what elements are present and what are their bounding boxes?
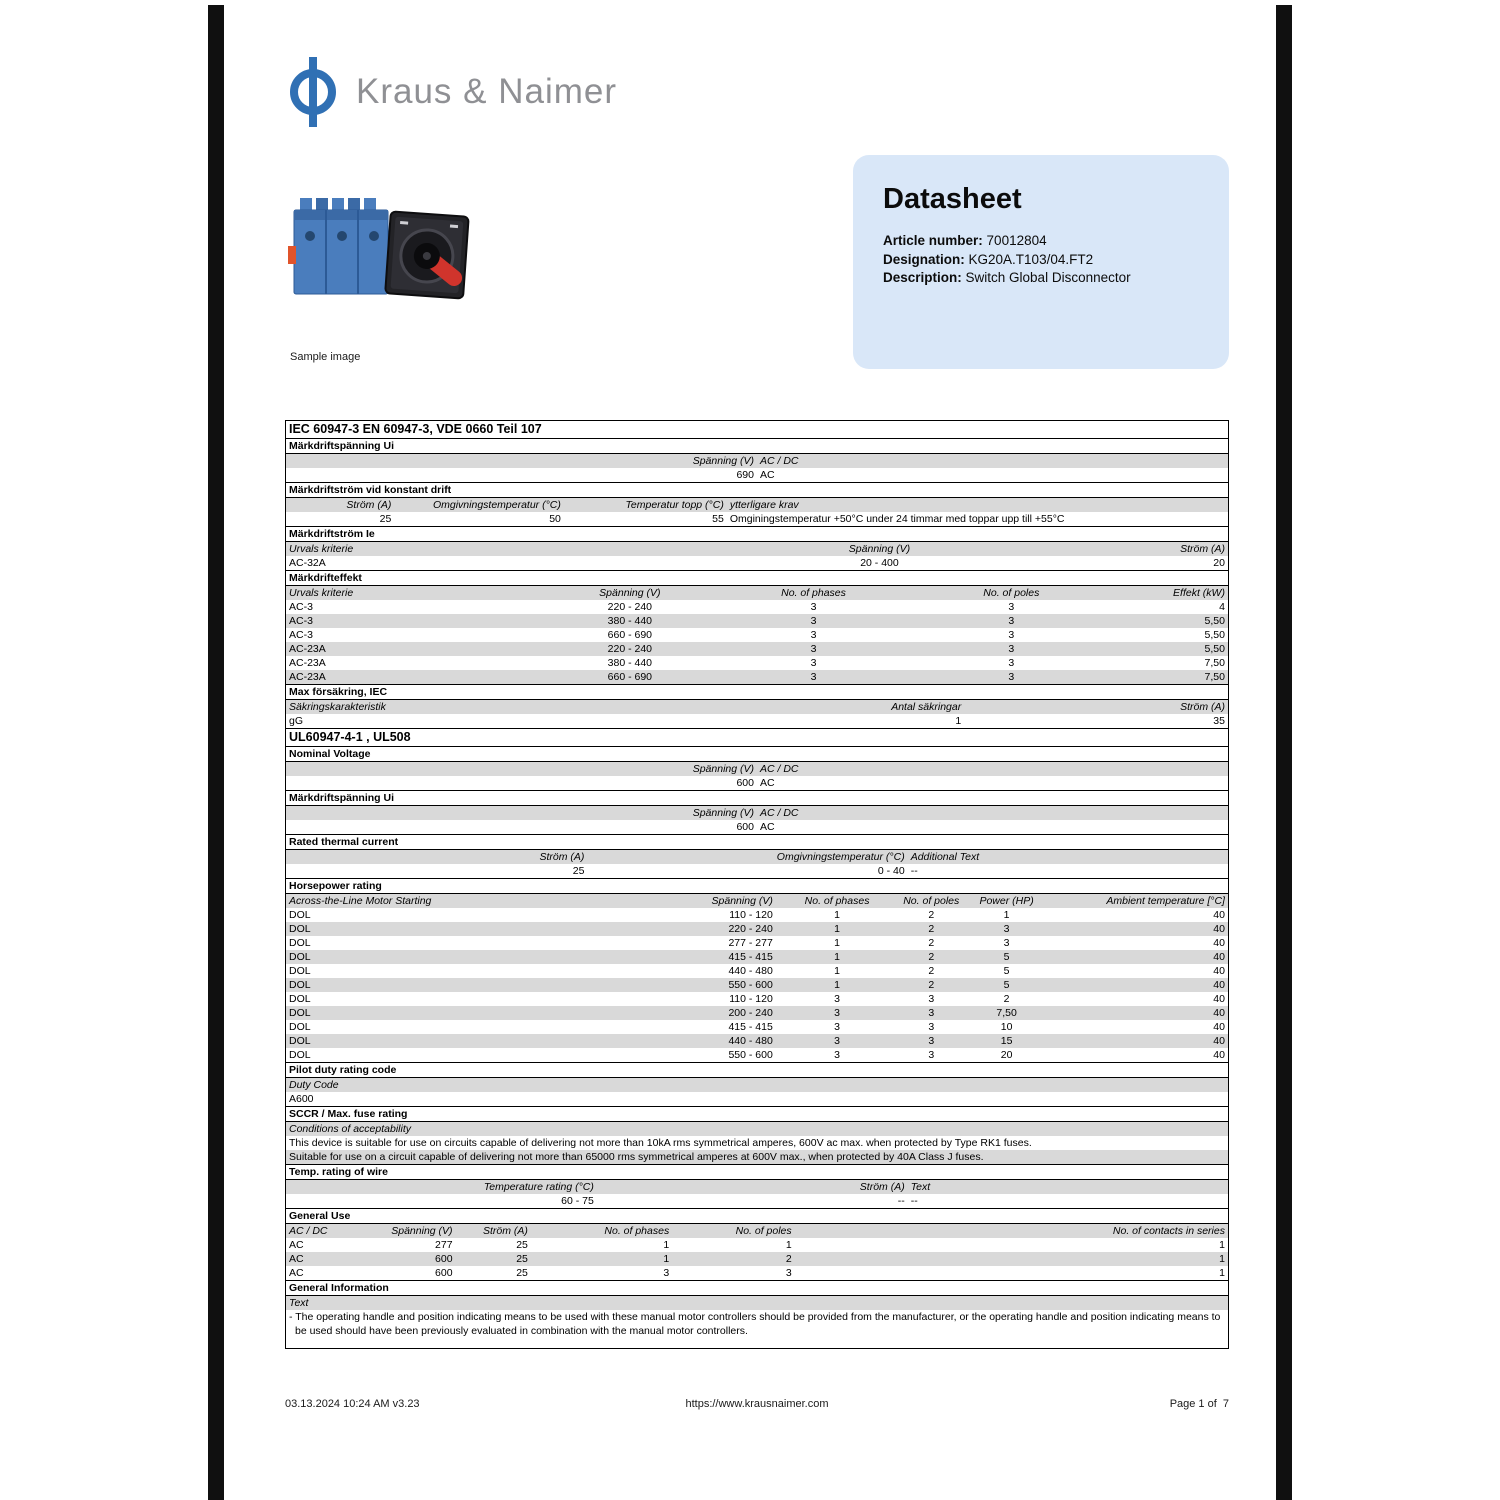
table-cell: AC-3 [289,629,313,641]
table-cell: 277 - 277 [728,937,773,949]
footer-datetime: 03.13.2024 10:24 AM v3.23 [285,1398,420,1410]
column-header-cell: AC / DC [760,455,799,467]
table-cell: 220 - 240 [607,643,653,655]
table-main-title-text: IEC 60947-3 EN 60947-3, VDE 0660 Teil 107 [289,422,542,436]
page-edge-bar-right [1276,5,1292,1500]
table-column-header-row [286,1296,1228,1310]
article-number-label: Article number: [883,233,983,248]
table-cell: 600 [435,1253,453,1265]
column-header-cell: Ström (A) [539,851,585,863]
table-section-title-text: General Information [289,1282,389,1294]
table-cell: 220 - 240 [728,923,773,935]
table-cell: 25 [516,1239,528,1251]
table-cell: 3 [810,657,817,669]
table-section-title [286,1208,1228,1224]
table-column-header-row [286,1180,1228,1194]
brand-name: Kraus & Naimer [356,72,618,111]
table-cell: 600 [736,777,754,789]
table-cell: 440 - 480 [728,1035,773,1047]
switch-body [288,198,388,294]
table-cell: 40 [1213,979,1225,991]
table-section-title [286,790,1228,806]
table-section-title [286,747,1228,762]
table-cell: AC-3 [289,615,313,627]
column-header-cell: Spänning (V) [711,895,773,907]
table-cell: 1 [834,937,840,949]
table-section-title-text: Märkdriftspänning Ui [289,792,395,804]
table-cell: 2 [928,937,935,949]
table-cell: AC [760,777,775,789]
table-section-title-text: Märkdriftström Ie [289,528,375,540]
table-data-row [286,820,1228,834]
column-header-cell: ytterligare krav [729,499,799,511]
table-section-title [286,482,1228,498]
column-header-cell: Text [910,1181,931,1193]
column-header-cell: AC / DC [289,1225,328,1237]
table-section-title-text: General Use [289,1210,351,1222]
column-header-cell: Spänning (V) [848,543,911,555]
table-cell: 25 [572,865,585,877]
table-cell: 550 - 600 [728,1049,773,1061]
table-section-title-text: Märkdriftspänning Ui [289,440,395,452]
table-column-header-row [286,542,1228,556]
table-cell: DOL [289,909,311,921]
table-cell: 3 [928,1035,935,1047]
column-header-cell: No. of contacts in series [1112,1225,1225,1237]
table-cell: gG [289,715,304,727]
table-data-row [286,1310,1228,1348]
table-cell: 40 [1213,1049,1225,1061]
table-cell: 40 [1213,909,1225,921]
table-cell: 3 [1008,657,1015,669]
table-cell: 1 [1219,1267,1225,1279]
table-data-row [286,1092,1228,1106]
table-data-row [286,950,1228,964]
table-section-title [286,1062,1228,1078]
column-header-cell: Temperature rating (°C) [483,1181,594,1193]
table-data-row [286,992,1228,1006]
table-cell: DOL [289,993,311,1005]
table-cell: 3 [810,671,817,683]
brand-logo [288,55,617,129]
table-cell: 3 [663,1267,670,1279]
table-cell: 40 [1213,1021,1225,1033]
table-cell: 10 [1000,1021,1013,1033]
table-cell: 1 [834,979,840,991]
table-section-title-text: Temp. rating of wire [289,1166,388,1178]
table-data-row [286,1020,1228,1034]
table-data-row [286,776,1228,790]
column-header-cell: Power (HP) [979,895,1034,907]
table-cell: 20 [1000,1049,1013,1061]
table-cell: Suitable for use on a circuit capable of delivering not more than 65000 rms symmetrical amperes at 600V max., when protected by 40A Class J fuses. [289,1151,984,1163]
table-cell: 3 [810,615,817,627]
table-cell: 40 [1213,993,1225,1005]
page-footer [285,1398,1229,1410]
table-data-row [286,600,1228,614]
table-cell: DOL [289,1049,311,1061]
designation-label: Designation: [883,251,965,267]
table-cell: 60 - 75 [561,1195,594,1207]
column-header-cell: Ström (A) [859,1181,905,1193]
table-cell: 2 [928,979,935,991]
designation-value: KG20A.T103/04.FT2 [968,251,1094,267]
table-cell: 3 [1008,629,1015,641]
table-column-header-row [286,806,1228,820]
table-data-row [286,1150,1228,1164]
column-header-cell: Omgivningstemperatur (°C) [776,851,905,863]
column-header-cell: Temperatur topp (°C) [625,499,724,511]
table-cell: 40 [1213,951,1225,963]
table-cell: 2 [928,923,935,935]
table-data-row [286,922,1228,936]
table-cell: AC-32A [289,557,326,569]
table-data-row [286,964,1228,978]
table-data-row [286,936,1228,950]
table-cell: 5,50 [1204,615,1225,627]
table-section-title [286,1106,1228,1122]
table-cell: 690 [736,469,754,481]
table-cell: 2 [928,965,935,977]
table-cell: 40 [1213,965,1225,977]
column-header-cell: No. of poles [735,1225,792,1237]
table-section-title-text: Märkdrifteffekt [289,572,362,584]
table-cell: 600 [736,821,754,833]
table-main-title [286,421,1228,439]
table-cell: 110 - 120 [729,993,773,1005]
table-cell: 1 [955,715,962,727]
column-header-cell: Ström (A) [1180,543,1225,555]
table-section-title-text: Nominal Voltage [289,748,371,760]
column-header-cell: Ström (A) [346,499,392,511]
column-header-cell: Ambient temperature [°C] [1106,895,1225,907]
table-section-title [286,834,1228,850]
table-cell: 200 - 240 [728,1007,773,1019]
description-field [883,269,1199,288]
table-cell: 35 [1213,715,1225,727]
table-cell: DOL [289,937,311,949]
footer-page-number: Page 1 of 7 [1169,1398,1230,1410]
table-cell: 1 [1219,1253,1225,1265]
column-header-cell: Säkringskarakteristik [289,701,386,713]
table-cell: AC [289,1253,304,1265]
table-cell: 3 [834,1021,840,1033]
table-cell: 1 [834,965,840,977]
column-header-cell: Ström (A) [1180,701,1225,713]
column-header-cell: Across-the-Line Motor Starting [289,895,432,907]
table-section-title-text: SCCR / Max. fuse rating [289,1108,408,1120]
table-cell: 40 [1213,923,1225,935]
spec-table [285,420,1229,1349]
table-section-title [286,1280,1228,1296]
table-cell: 2 [785,1253,792,1265]
table-cell: 15 [1000,1035,1013,1047]
switch-product-graphic [286,190,476,316]
table-cell: 40 [1213,1035,1225,1047]
table-data-row [286,1136,1228,1150]
column-header-cell: Spänning (V) [692,763,754,775]
table-cell: AC-23A [289,671,326,683]
table-cell: 5 [1003,965,1010,977]
table-data-row [286,1194,1228,1208]
table-section-title [286,439,1228,454]
table-column-header-row [286,1078,1228,1092]
table-cell: 3 [1008,671,1015,683]
table-data-row [286,1238,1228,1252]
page-edge-bar-left [208,5,224,1500]
table-cell: 5 [1003,951,1010,963]
table-section-title-text: Märkdriftström vid konstant drift [289,484,452,496]
table-section-title [286,526,1228,542]
table-cell: AC [289,1239,304,1251]
table-cell: 415 - 415 [728,951,773,963]
datasheet-panel [853,155,1229,369]
table-cell: 440 - 480 [728,965,773,977]
table-cell: This device is suitable for use on circuits capable of delivering not more than 10kA rms symmetrical amperes, 600V ac max. when protected by Type RK1 fuses. [289,1137,1032,1149]
table-cell: 55 [712,513,724,525]
table-data-row [286,628,1228,642]
table-column-header-row [286,700,1228,714]
table-cell: 40 [1213,937,1225,949]
table-cell: 2 [928,951,935,963]
switch-front-plate [385,211,469,298]
table-cell: AC-23A [289,643,326,655]
table-section-title-text: Max försäkring, IEC [289,686,388,698]
table-section-title [286,684,1228,700]
column-header-cell: Additional Text [910,851,980,863]
table-cell: 660 - 690 [607,629,653,641]
table-cell: 3 [834,993,840,1005]
article-number-field [883,232,1199,251]
column-header-cell: No. of poles [983,587,1040,599]
table-cell: 3 [1003,923,1010,935]
table-main-title [286,728,1228,747]
table-column-header-row [286,454,1228,468]
table-cell: 1 [785,1239,792,1251]
table-cell: 3 [1008,615,1015,627]
description-label: Description: [883,270,962,285]
table-cell: 1 [663,1239,670,1251]
table-cell: 7,50 [1204,671,1225,683]
table-cell: 3 [1008,601,1015,613]
article-number-value: 70012804 [986,233,1047,248]
column-header-cell: Urvals kriterie [289,543,354,555]
table-cell: 1 [663,1253,670,1265]
table-cell: 1 [1003,909,1010,921]
table-cell: AC-3 [289,601,313,613]
table-cell: 3 [810,601,817,613]
table-column-header-row [286,1224,1228,1238]
table-cell: 660 - 690 [607,671,653,683]
table-data-row [286,714,1228,728]
column-header-cell: Text [289,1297,309,1309]
column-header-cell: Omgivningstemperatur (°C) [432,499,561,511]
table-cell: 40 [1213,1007,1225,1019]
table-cell: 220 - 240 [607,601,653,613]
table-data-row [286,1034,1228,1048]
column-header-cell: No. of poles [903,895,960,907]
table-data-row [286,1048,1228,1062]
table-data-row [286,614,1228,628]
table-cell: 5,50 [1204,629,1225,641]
table-cell: 25 [516,1267,528,1279]
table-cell: 380 - 440 [607,615,653,627]
table-cell: AC [760,469,775,481]
table-cell: -- [897,1195,905,1207]
table-cell: -- [910,1195,918,1207]
table-cell: 277 [435,1239,453,1251]
table-cell: 3 [810,629,817,641]
table-cell: 4 [1219,601,1225,613]
table-cell: 5,50 [1204,643,1225,655]
datasheet-title: Datasheet [883,183,1022,215]
table-data-row [286,1006,1228,1020]
table-data-row [286,978,1228,992]
table-cell: 25 [379,513,392,525]
column-header-cell: Antal säkringar [891,701,962,713]
table-cell: DOL [289,1035,311,1047]
table-cell: 3 [928,1049,935,1061]
table-section-title [286,1164,1228,1180]
table-cell: 7,50 [1204,657,1225,669]
column-header-cell: No. of phases [604,1225,670,1237]
brand-phi-icon [288,55,338,129]
table-cell: 3 [1003,937,1010,949]
table-cell: 415 - 415 [728,1021,773,1033]
column-header-cell: Spänning (V) [599,587,661,599]
table-cell: 3 [928,1021,935,1033]
column-header-cell: No. of phases [804,895,870,907]
table-cell: A600 [289,1093,314,1105]
table-cell: - The operating handle and position indicating means to be used with these manual motor controllers should be provided from the manufacturer, or the operating handle and position indicating means to be used should have been previously evaluated in combination with the manual motor controllers. [289,1311,1221,1337]
table-cell: 550 - 600 [728,979,773,991]
table-data-row [286,670,1228,684]
table-cell: 2 [1003,993,1010,1005]
column-header-cell: Effekt (kW) [1173,587,1225,599]
table-cell: Omginingstemperatur +50°C under 24 timmar med toppar upp till +55°C [729,513,1065,525]
table-section-title [286,570,1228,586]
table-cell: 20 - 400 [860,557,899,569]
description-value: Switch Global Disconnector [965,270,1131,285]
column-header-cell: Spänning (V) [692,807,754,819]
table-cell: 0 - 40 [877,865,905,877]
sample-image-caption: Sample image [290,351,361,363]
table-cell: 1 [834,923,840,935]
table-cell: 3 [1008,643,1015,655]
table-cell: 3 [810,643,817,655]
table-cell: DOL [289,1007,311,1019]
table-cell: AC-23A [289,657,326,669]
table-section-title [286,878,1228,894]
table-cell: DOL [289,1021,311,1033]
table-cell: 25 [516,1253,528,1265]
table-cell: 2 [928,909,935,921]
table-data-row [286,642,1228,656]
table-cell: 1 [834,951,840,963]
table-data-row [286,1266,1228,1280]
table-column-header-row [286,894,1228,908]
table-cell: 3 [928,993,935,1005]
table-cell: 50 [549,513,561,525]
column-header-cell: No. of phases [781,587,846,599]
column-header-cell: Spänning (V) [692,455,754,467]
column-header-cell: Spänning (V) [391,1225,453,1237]
table-column-header-row [286,586,1228,600]
table-main-title-text: UL60947-4-1 , UL508 [289,730,411,744]
table-section-title-text: Horsepower rating [289,880,382,892]
table-cell: DOL [289,965,311,977]
table-data-row [286,656,1228,670]
table-data-row [286,1252,1228,1266]
table-column-header-row [286,850,1228,864]
column-header-cell: Duty Code [289,1079,339,1091]
table-data-row [286,512,1228,526]
footer-url-link[interactable]: https://www.krausnaimer.com [685,1398,829,1410]
designation-field [883,251,1199,270]
table-cell: 20 [1213,557,1225,569]
column-header-cell: Urvals kriterie [289,587,354,599]
table-cell: -- [910,865,918,877]
table-cell: DOL [289,979,311,991]
table-cell: 600 [435,1267,453,1279]
product-image [286,190,476,316]
column-header-cell: Conditions of acceptability [289,1123,411,1135]
table-section-title-text: Rated thermal current [289,836,399,848]
table-column-header-row [286,762,1228,776]
table-data-row [286,468,1228,482]
table-cell: 7,50 [996,1007,1017,1019]
table-cell: DOL [289,923,311,935]
table-cell: 3 [834,1007,840,1019]
document-page [224,0,1276,1500]
table-column-header-row [286,1122,1228,1136]
table-cell: AC [760,821,775,833]
table-cell: 1 [1219,1239,1225,1251]
table-cell: 380 - 440 [607,657,653,669]
table-cell: AC [289,1267,304,1279]
table-data-row [286,864,1228,878]
column-header-cell: Ström (A) [482,1225,528,1237]
column-header-cell: AC / DC [760,807,799,819]
table-data-row [286,908,1228,922]
table-cell: DOL [289,951,311,963]
column-header-cell: AC / DC [760,763,799,775]
table-cell: 1 [834,909,840,921]
table-data-row [286,556,1228,570]
table-cell: 3 [834,1049,840,1061]
table-cell: 110 - 120 [729,909,773,921]
table-cell: 3 [785,1267,792,1279]
table-cell: 3 [834,1035,840,1047]
table-cell: 3 [928,1007,935,1019]
table-section-title-text: Pilot duty rating code [289,1064,397,1076]
table-column-header-row [286,498,1228,512]
table-cell: 5 [1003,979,1010,991]
